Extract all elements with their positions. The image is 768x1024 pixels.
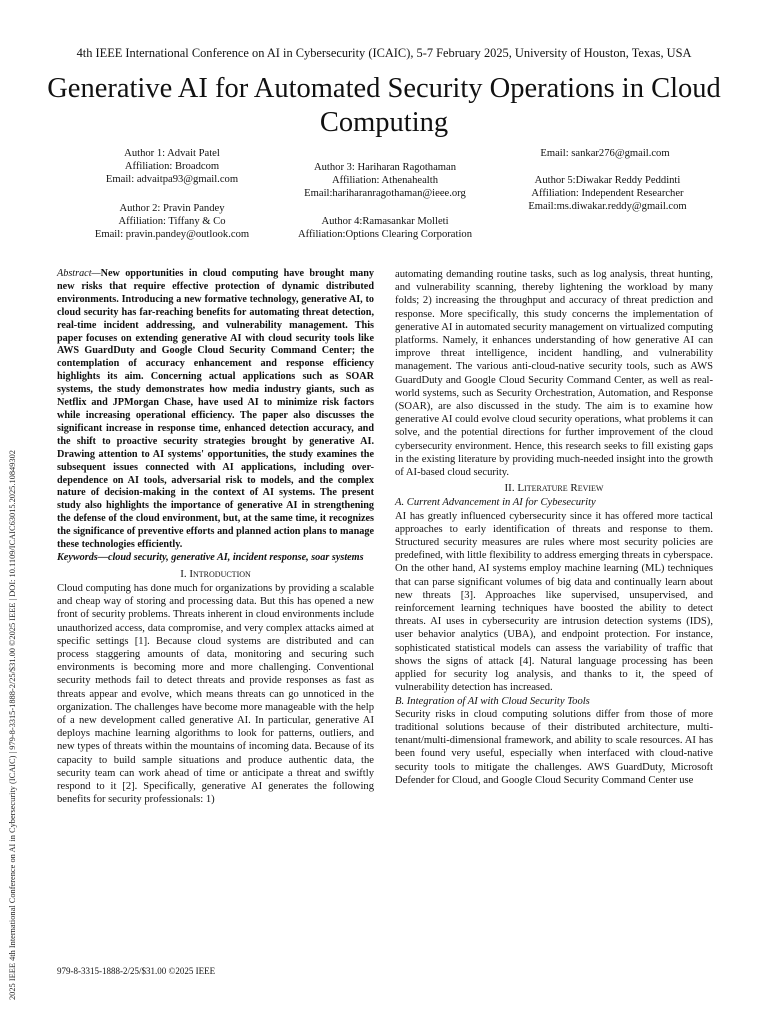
keywords-lead: Keywords— <box>57 551 108 563</box>
right-column <box>395 268 713 787</box>
author-2-affiliation: Affiliation: Tiffany & Co <box>118 216 226 227</box>
author-4-affiliation: Affiliation:Options Clearing Corporation <box>298 229 472 240</box>
side-note: 2025 IEEE 4th International Conference on AI in Cybersecurity (ICAIC) | 979-8-3315-1888-2/25/$31.00 ©2025 IEEE | DOI: 10.1109/ICAIC63015.2025.10849302 <box>8 450 17 1000</box>
author-3-email: Email:hariharanragothaman@ieee.org <box>304 188 466 199</box>
author-5-email: Email:ms.diwakar.reddy@gmail.com <box>528 201 687 212</box>
author-1-block <box>62 147 282 186</box>
left-column <box>57 268 374 807</box>
author-4-email: Email: sankar276@gmail.com <box>540 148 670 159</box>
author-5-name: Author 5:Diwakar Reddy Peddinti <box>534 175 681 186</box>
author-2-block <box>62 202 282 241</box>
author-1-email: Email: advaitpa93@gmail.com <box>105 174 239 185</box>
introduction-continued: automating demanding routine tasks, such as log analysis, threat hunting, and vulnerability scanning, thereby lightening the workload by many folds; 2) increasing the throughput and accuracy of threat prediction and response. More specifically, this study concerns the implementation of generative AI in automated security management on virtualized computing platforms. Namely, it enhances understanding of how generative AI can improve threat intelligence, incident handling, and vulnerability management. The various anti-cloud-native security tools, such as AWS GuardDuty and Google Cloud Security Command Center, as well as real-world systems, such as Security Orchestration, Automation, and Response (SOAR), are also discussed in the study. The aim is to examine how generative AI could evolve cloud security operations, what problems it can solve, and the potential directions for further improvement of the cloud cybersecurity environment. Hence, this research seeks to fill existing gaps in the existing literature by providing much-needed insight into the growth of AI-based cloud security. <box>395 269 713 479</box>
author-5-affiliation: Affiliation: Independent Researcher <box>531 188 684 199</box>
author-2-name: Author 2: Pravin Pandey <box>119 203 225 214</box>
author-5-block <box>500 174 715 213</box>
author-4-block <box>275 215 495 241</box>
section-literature-heading: II. Literature Review <box>504 482 604 495</box>
abstract <box>57 268 374 552</box>
author-1-affiliation: Affiliation: Broadcom <box>124 161 220 172</box>
abstract-text: New opportunities in cloud computing have brought many new risks that require effective protection of dynamic distributed environments. Introducing a new formative technology, generative AI, to cloud security has far-reaching benefits for automating threat detection, real-time incident addressing, and vulnerability management. This paper focuses on extending generative AI with cloud security tools like AWS GuardDuty and Google Cloud Security Command Center; the contemplation of accuracy enhancement and response efficiency highlights its aim. Concerning actual applications such as SOAR systems, the study demonstrates how media industry giants, such as Netflix and JPMorgan Chase, have used AI to minimize risk factors while increasing operational efficiency. The paper also discusses the significant increase in response time, enhanced detection accuracy, and the shift to proactive security strategies brought by generative AI. Drawing attention to AI systems' opportunities, the study examines the subsequent issues connected with AI applications, including over-dependence on AI tools, adversarial risk to models, and the complex nature of decision-making in the context of AI systems. The present study also highlights the importance of generative AI in strengthening the defense of the cloud environment, but, at the same time, it recognizes the significance of preventive efforts and planned action plans to manage these technologies efficiently. <box>57 268 374 551</box>
subsection-a-text: AI has greatly influenced cybersecurity since it has offered more tactical approaches to early identification of threats and response to them. Structured security measures are rules where most security policies are predefined, with little flexibility to address emerging threats in cyberspace. On the other hand, AI systems employ machine learning (ML) techniques that can parse significant volumes of big data and continually learn about new threats [3]. Approaches like supervised, unsupervised, and reinforcement learning techniques have boosted the ability to detect threats. AI uses in cybersecurity are intrusion detection systems (IDS), user behavior analytics (UBA), and endpoint protection. For instance, sophisticated statistical models can assess the variability of traffic that shows the signs of attack [4]. Natural language processing has been applied for security log analysis, and thanks to it, the speed of vulnerability detection has increased. <box>395 510 713 694</box>
author-1-name: Author 1: Advait Patel <box>124 148 220 159</box>
subsection-a-heading: A. Current Advancement in AI for Cybesecurity <box>395 497 596 509</box>
subsection-b-text: Security risks in cloud computing solutions differ from those of more traditional solutions because of their distributed architecture, multi-tenant/multi-dimensional framework, and ability to scale resources. AI has been found very useful, especially when interfaced with cloud-native security tools to mitigate the challenges. AWS GuardDuty, Microsoft Defender for Cloud, and Google Cloud Security Command Center use <box>395 708 713 786</box>
author-2-email: Email: pravin.pandey@outlook.com <box>94 229 250 240</box>
author-3-name: Author 3: Hariharan Ragothaman <box>313 162 457 173</box>
abstract-lead: Abstract— <box>57 268 101 279</box>
subsection-b-heading: B. Integration of AI with Cloud Security Tools <box>395 695 590 707</box>
paper-title: Generative AI for Automated Security Operations in Cloud Computing <box>47 73 721 138</box>
section-introduction-heading: I. Introduction <box>180 567 251 580</box>
author-4-email-block <box>500 147 710 160</box>
conference-header: 4th IEEE International Conference on AI in Cybersecurity (ICAIC), 5-7 February 2025, University of Houston, Texas, USA <box>76 46 692 60</box>
keywords <box>57 552 374 565</box>
author-4-name: Author 4:Ramasankar Molleti <box>321 216 449 227</box>
keywords-text: cloud security, generative AI, incident response, soar systems <box>107 551 364 563</box>
introduction-text: Cloud computing has done much for organizations by providing a scalable and cheap way of storing and processing data. But this has opened a new front of security problems. Threats inherent in cloud environments include unauthorized access, data compromise, and very complex attacks aimed at specific settings [1]. Because cloud systems are distributed and can process staggering amounts of data, monitoring and securing such environments is becoming more and more challenging. Conventional security methods fail to detect threats and provide responses as fast as threats appear and evolve, which means threats can go unnoticed in the organization. The challenges have become more manageable with the help of a new development called generative AI. In particular, generative AI deploys machine learning algorithms to look for patterns, outliers, and new types of threats within the mountains of incoming data. Because of its capacity to build sample situations and produce authentic data, the security team can work ahead of time or anticipate a threat and swiftly respond to it [2]. Specifically, generative AI generates the following benefits for security professionals: 1) <box>57 583 374 806</box>
author-3-affiliation: Affiliation: Athenahealth <box>331 175 438 186</box>
footer-copyright: 979-8-3315-1888-2/25/$31.00 ©2025 IEEE <box>57 966 216 976</box>
author-3-block <box>280 161 490 200</box>
